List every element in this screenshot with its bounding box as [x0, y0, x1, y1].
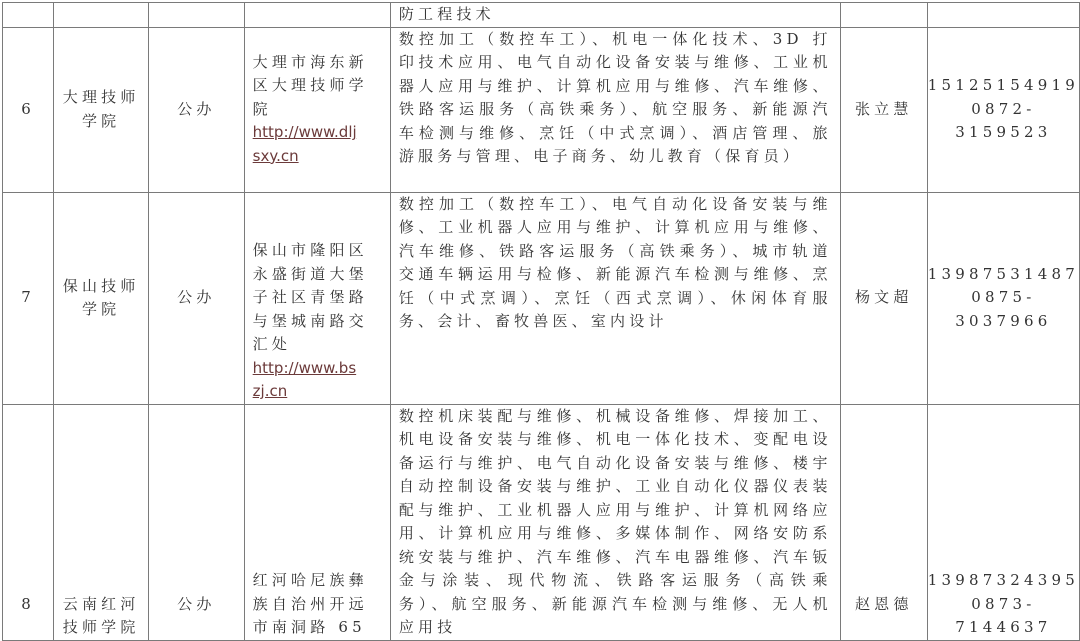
cell-majors: 防工程技术: [390, 3, 840, 28]
cell-address: [244, 192, 390, 404]
url-line: sxy.cn: [252, 146, 299, 165]
cell-type: 公办: [149, 27, 245, 192]
cell-address: [244, 3, 390, 28]
cell-type: 公办: [149, 404, 245, 640]
school-website-link[interactable]: [253, 121, 388, 168]
url-line: zj.cn: [252, 382, 288, 400]
cell-contact: [840, 3, 927, 28]
address-line: 族自治州开远: [252, 594, 368, 613]
cell-majors: 数控加工（数控车工）、机电一体化技术、3D 打印技术应用、电气自动化设备安装与维修、工业机器人应用与维护、计算机应用与维修、汽车维修、铁路客运服务（高铁乘务）、航空服务、新能源汽车检测与维修、烹饪（中式烹调）、酒店管理、旅游服务与管理、电子商务、幼儿教育（保育员）: [390, 27, 840, 192]
table-row-continuation: [3, 3, 1080, 28]
url-line: http://www.bs: [252, 358, 357, 377]
cell-school: [54, 3, 149, 28]
address-line: 与堡城南路交: [252, 311, 368, 330]
cell-no: 7: [3, 192, 54, 404]
address-line: 区大理技师学: [252, 76, 368, 95]
cell-no: 8: [3, 404, 54, 640]
address-line: 院: [252, 99, 272, 118]
cell-school: [54, 404, 149, 640]
table-row: [3, 27, 1080, 192]
cell-school: [54, 192, 149, 404]
cell-majors: 数控加工（数控车工）、电气自动化设备安装与维修、工业机器人应用与维护、计算机应用与维修、汽车维修、铁路客运服务（高铁乘务）、城市轨道交通车辆运用与检修、新能源汽车检测与维修、烹饪（中式烹调）、烹饪（西式烹调）、休闲体育服务、会计、畜牧兽医、室内设计: [390, 192, 840, 404]
phone-landline: 0873-7144637: [955, 594, 1052, 636]
cell-no: 6: [3, 27, 54, 192]
phone-landline: 0872-3159523: [955, 99, 1052, 142]
school-name-line: 大理技师: [62, 88, 140, 106]
schools-table: [2, 2, 1080, 641]
table-row: [3, 192, 1080, 404]
cell-contact: 张立慧: [840, 27, 927, 192]
url-line: http://www.dlj: [252, 123, 357, 142]
address-line: 红河哈尼族彝: [252, 571, 368, 589]
cell-majors: 数控机床装配与维修、机械设备维修、焊接加工、机电设备安装与维修、机电一体化技术、变配电设备运行与维护、电气自动化设备安装与维修、楼宇自动控制设备安装与维护、工业自动化仪器仪表装配与维护、工业机器人应用与维护、计算机网络应用、计算机应用与维修、多媒体制作、网络安防系统安装与维护、汽车维修、汽车电器维修、汽车钣金与涂装、现代物流、铁路客运服务（高铁乘务）、航空服务、新能源汽车检测与维修、无人机应用技: [390, 404, 840, 640]
address-line: 永盛街道大堡: [252, 264, 368, 283]
school-name-line: 技师学院: [62, 618, 140, 636]
phone-mobile: 15125154919: [927, 76, 1079, 95]
cell-type: [149, 3, 245, 28]
address-line: 大理市海东新: [252, 52, 368, 71]
school-name-line: 学院: [81, 300, 121, 318]
cell-address: [244, 27, 390, 192]
phone-mobile: 13987324395: [927, 571, 1079, 589]
address-line: 市南洞路 65: [252, 618, 366, 636]
cell-phone: [927, 192, 1079, 404]
school-name-line: 保山技师: [62, 276, 140, 295]
cell-address: [244, 404, 390, 640]
school-name-line: 学院: [81, 111, 121, 130]
address-line: 保山市隆阳区: [252, 241, 368, 259]
cell-no: [3, 3, 54, 28]
cell-phone: [927, 404, 1079, 640]
table-row: [3, 404, 1080, 640]
cell-phone: [927, 3, 1079, 28]
cell-phone: [927, 27, 1079, 192]
cell-type: 公办: [149, 192, 245, 404]
address-line: 子社区青堡路: [252, 288, 368, 306]
address-line: 汇处: [252, 335, 292, 353]
cell-contact: 杨文超: [840, 192, 927, 404]
school-website-link[interactable]: [253, 357, 388, 404]
phone-landline: 0875-3037966: [955, 288, 1052, 330]
cell-contact: 赵恩德: [840, 404, 927, 640]
phone-mobile: 13987531487: [927, 264, 1079, 283]
school-name-line: 云南红河: [62, 594, 140, 613]
cell-school: [54, 27, 149, 192]
